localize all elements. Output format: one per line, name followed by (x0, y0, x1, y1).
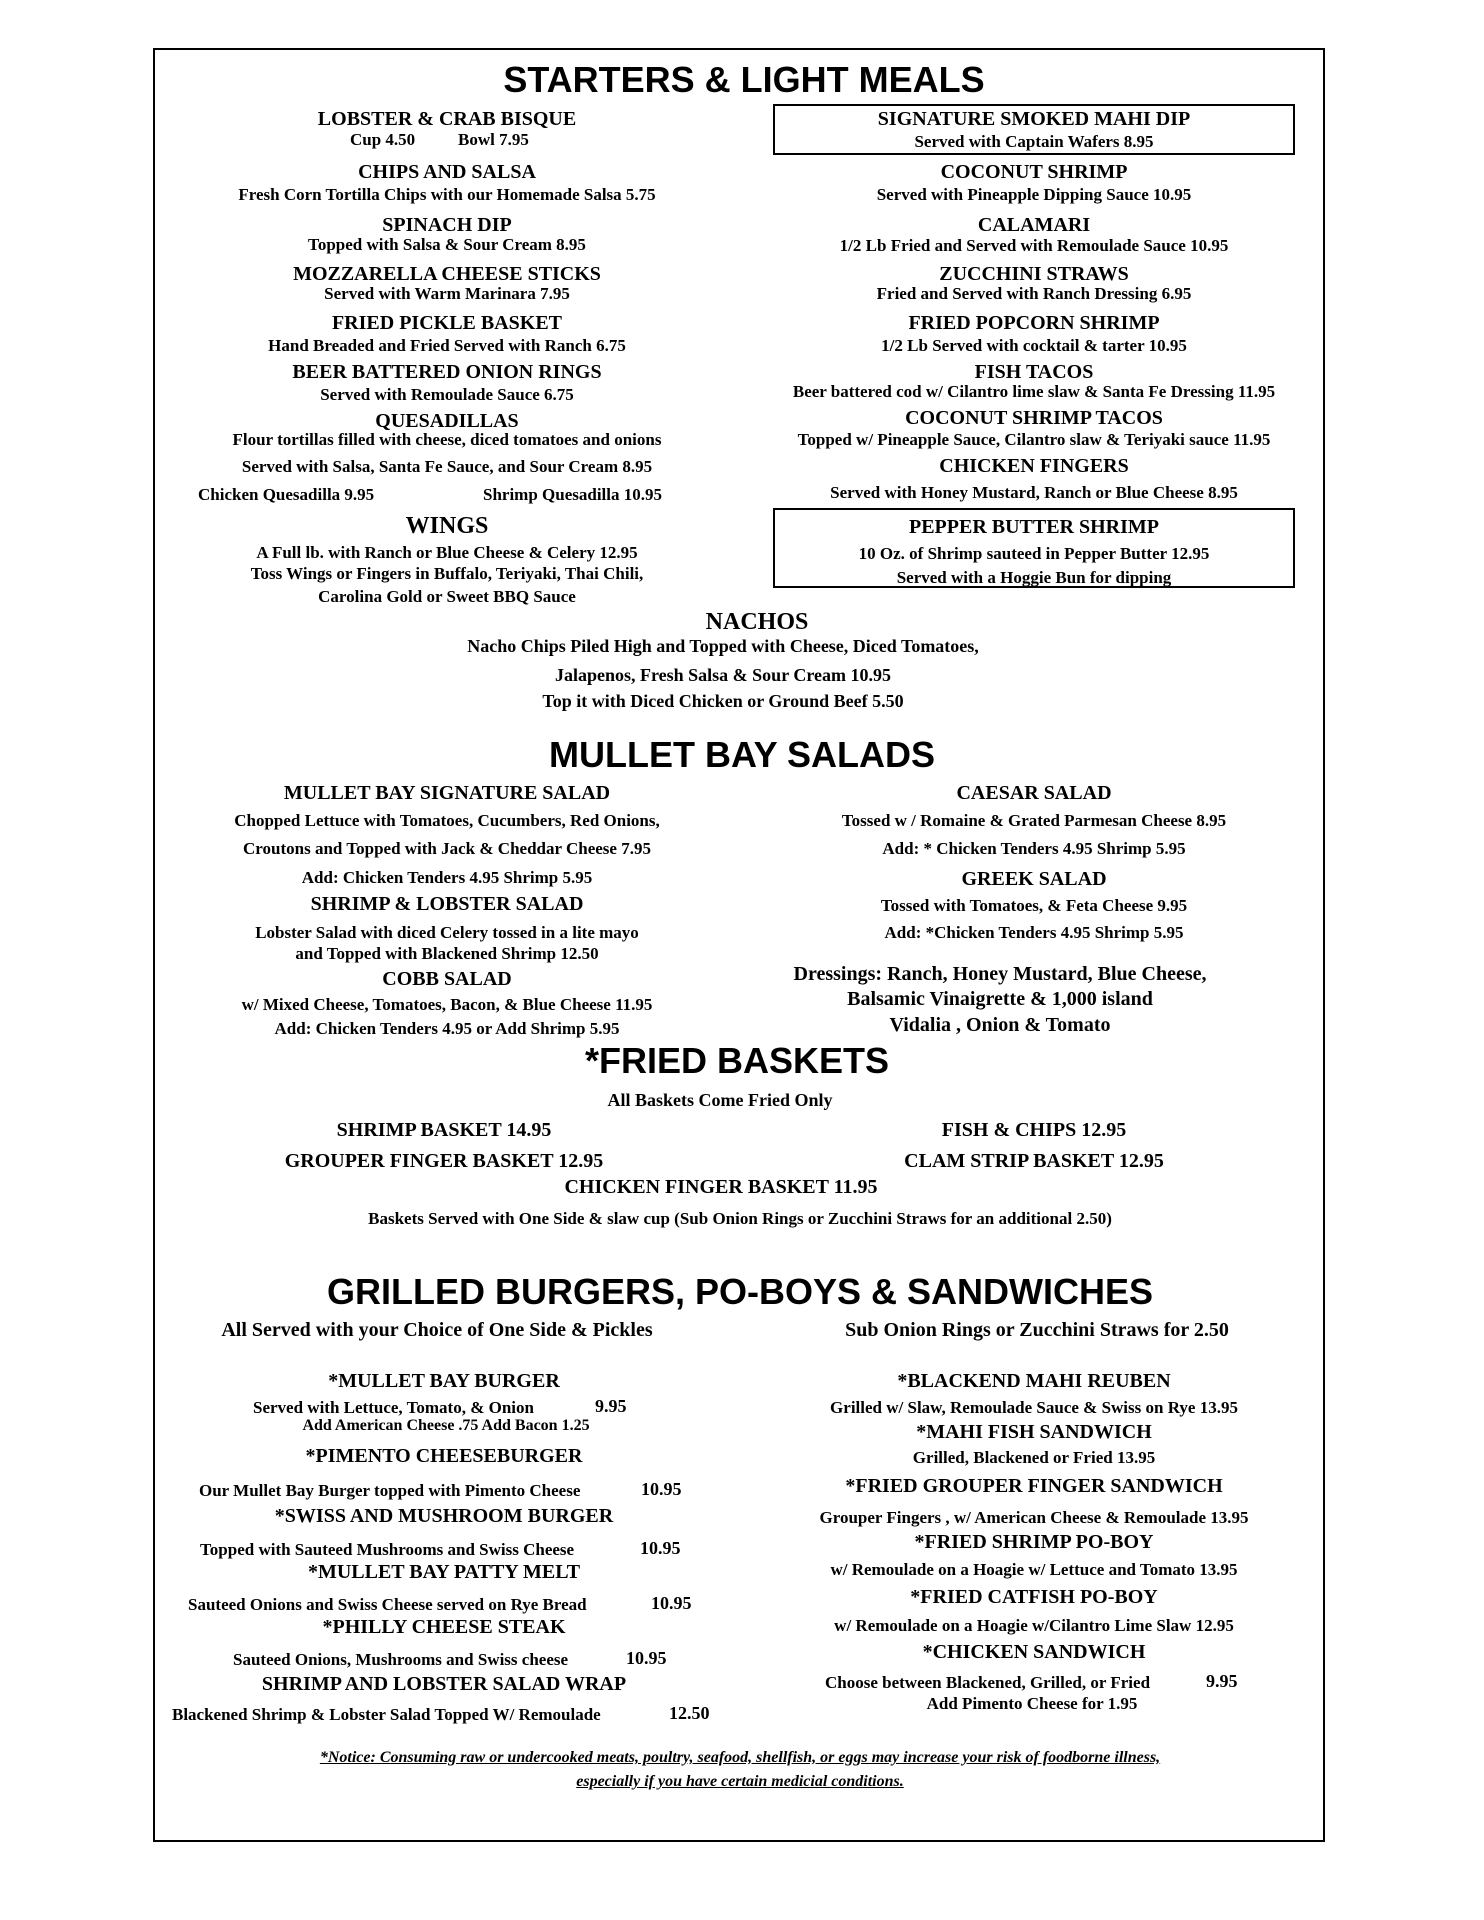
item-price-chicken-quesadilla: Chicken Quesadilla 9.95 (198, 485, 375, 504)
item-price-shrimp-quesadilla: Shrimp Quesadilla 10.95 (483, 485, 663, 504)
item-name-chips-salsa: CHIPS AND SALSA (358, 161, 536, 183)
item-name-nachos: NACHOS (705, 609, 809, 635)
item-desc-mullet-burger: Served with Lettuce, Tomato, & Onion (253, 1398, 534, 1417)
item-desc-wrap: Blackened Shrimp & Lobster Salad Topped W/ Remoulade (172, 1705, 601, 1724)
item-price-patty-melt: 10.95 (651, 1593, 692, 1613)
notice-line-1: *Notice: Consuming raw or undercooked meats, poultry, seafood, shellfish, or eggs may increase your risk of foodborne illness, (319, 1749, 1161, 1766)
item-desc-catfish-poboy: w/ Remoulade on a Hoagie w/Cilantro Lime Slaw 12.95 (834, 1616, 1234, 1635)
item-desc-wings-2: Toss Wings or Fingers in Buffalo, Teriyaki, Thai Chili, (250, 564, 644, 583)
dressings-line-3: Vidalia , Onion & Tomato (889, 1014, 1111, 1036)
item-name-caesar-salad: CAESAR SALAD (956, 782, 1112, 804)
notice-line-2: especially if you have certain medicial conditions. (576, 1773, 904, 1790)
item-desc-pepper-shrimp-1: 10 Oz. of Shrimp sauteed in Pepper Butter 12.95 (858, 544, 1210, 563)
item-add-mullet-burger: Add American Cheese .75 Add Bacon 1.25 (302, 1417, 590, 1434)
item-desc-mahi-reuben: Grilled w/ Slaw, Remoulade Sauce & Swiss on Rye 13.95 (830, 1398, 1238, 1417)
item-desc-pimento-burger: Our Mullet Bay Burger topped with Pimento Cheese (199, 1481, 581, 1500)
item-desc-philly: Sauteed Onions, Mushrooms and Swiss cheese (233, 1650, 569, 1669)
item-desc-mahi-sandwich: Grilled, Blackened or Fried 13.95 (912, 1448, 1156, 1467)
item-desc-chicken-sandwich: Choose between Blackened, Grilled, or Fried (825, 1673, 1151, 1692)
item-name-mahi-sandwich: *MAHI FISH SANDWICH (916, 1421, 1152, 1443)
item-name-swiss-burger: *SWISS AND MUSHROOM BURGER (274, 1505, 614, 1527)
item-name-popcorn-shrimp: FRIED POPCORN SHRIMP (908, 312, 1160, 334)
item-desc-spinach-dip: Topped with Salsa & Sour Cream 8.95 (308, 235, 586, 254)
item-name-spinach-dip: SPINACH DIP (382, 214, 512, 236)
item-desc-mahi-dip: Served with Captain Wafers 8.95 (914, 132, 1154, 151)
item-desc-caesar-salad: Tossed w / Romaine & Grated Parmesan Cheese 8.95 (841, 811, 1227, 830)
item-name-shrimp-lobster-salad: SHRIMP & LOBSTER SALAD (310, 893, 584, 915)
item-name-pepper-shrimp: PEPPER BUTTER SHRIMP (908, 516, 1160, 538)
section-title-burgers: GRILLED BURGERS, PO-BOYS & SANDWICHES (326, 1271, 1154, 1312)
item-name-calamari: CALAMARI (977, 214, 1091, 236)
item-desc-fish-tacos: Beer battered cod w/ Cilantro lime slaw & Santa Fe Dressing 11.95 (792, 382, 1276, 401)
item-name-grouper-sandwich: *FRIED GROUPER FINGER SANDWICH (845, 1475, 1223, 1497)
item-name-lobster-bisque: LOBSTER & CRAB BISQUE (317, 108, 577, 130)
section-title-salads: MULLET BAY SALADS (548, 734, 936, 775)
item-add-chicken-sandwich: Add Pimento Cheese for 1.95 (926, 1694, 1138, 1713)
item-desc-shrimp-lobster-salad-2: and Topped with Blackened Shrimp 12.50 (295, 944, 599, 963)
item-name-pimento-burger: *PIMENTO CHEESEBURGER (305, 1445, 583, 1467)
burgers-subtitle-left: All Served with your Choice of One Side & Pickles (221, 1319, 653, 1341)
item-desc-grouper-sandwich: Grouper Fingers , w/ American Cheese & Remoulade 13.95 (819, 1508, 1249, 1527)
item-price-pimento-burger: 10.95 (641, 1479, 682, 1499)
item-desc-signature-salad-1: Chopped Lettuce with Tomatoes, Cucumbers, Red Onions, (234, 811, 660, 830)
item-desc-chicken-fingers: Served with Honey Mustard, Ranch or Blue Cheese 8.95 (830, 483, 1238, 502)
item-name-onion-rings: BEER BATTERED ONION RINGS (292, 361, 602, 383)
item-name-mozzarella: MOZZARELLA CHEESE STICKS (293, 263, 601, 285)
item-name-wrap: SHRIMP AND LOBSTER SALAD WRAP (261, 1673, 627, 1695)
item-name-fish-tacos: FISH TACOS (974, 361, 1094, 383)
item-desc-greek-salad: Tossed with Tomatoes, & Feta Cheese 9.95 (880, 896, 1188, 915)
item-desc-nachos-2: Jalapenos, Fresh Salsa & Sour Cream 10.95 (554, 665, 892, 685)
item-desc-calamari: 1/2 Lb Fried and Served with Remoulade Sauce 10.95 (839, 236, 1229, 255)
item-add-greek-salad: Add: *Chicken Tenders 4.95 Shrimp 5.95 (884, 923, 1184, 942)
item-name-catfish-poboy: *FRIED CATFISH PO-BOY (910, 1586, 1158, 1608)
item-name-patty-melt: *MULLET BAY PATTY MELT (307, 1561, 581, 1583)
item-grouper-basket: GROUPER FINGER BASKET 12.95 (284, 1150, 604, 1172)
item-clam-basket: CLAM STRIP BASKET 12.95 (904, 1150, 1164, 1172)
item-desc-shrimp-poboy: w/ Remoulade on a Hoagie w/ Lettuce and Tomato 13.95 (830, 1560, 1238, 1579)
item-name-zucchini-straws: ZUCCHINI STRAWS (939, 263, 1129, 285)
item-name-philly: *PHILLY CHEESE STEAK (322, 1616, 566, 1638)
item-chicken-finger-basket: CHICKEN FINGER BASKET 11.95 (564, 1176, 878, 1198)
item-desc-chips-salsa: Fresh Corn Tortilla Chips with our Homemade Salsa 5.75 (238, 185, 656, 204)
baskets-note: Baskets Served with One Side & slaw cup (Sub Onion Rings or Zucchini Straws for an additional 2.50) (368, 1209, 1112, 1228)
dressings-line-1: Dressings: Ranch, Honey Mustard, Blue Cheese, (793, 963, 1207, 985)
item-desc-nachos-1: Nacho Chips Piled High and Topped with Cheese, Diced Tomatoes, (467, 636, 979, 656)
item-price-swiss-burger: 10.95 (640, 1538, 681, 1558)
item-price-mullet-burger: 9.95 (595, 1396, 627, 1416)
item-desc-pepper-shrimp-2: Served with a Hoggie Bun for dipping (896, 568, 1172, 587)
item-name-greek-salad: GREEK SALAD (961, 868, 1107, 890)
baskets-subtitle: All Baskets Come Fried Only (607, 1090, 833, 1110)
item-price-bowl: Bowl 7.95 (458, 130, 529, 149)
item-name-cobb-salad: COBB SALAD (382, 968, 512, 990)
item-desc-nachos-3: Top it with Diced Chicken or Ground Beef 5.50 (542, 691, 904, 711)
item-name-mullet-burger: *MULLET BAY BURGER (328, 1370, 560, 1392)
item-price-chicken-sandwich: 9.95 (1206, 1671, 1238, 1691)
item-desc-onion-rings: Served with Remoulade Sauce 6.75 (320, 385, 574, 404)
item-name-chicken-sandwich: *CHICKEN SANDWICH (922, 1641, 1146, 1663)
item-add-caesar-salad: Add: * Chicken Tenders 4.95 Shrimp 5.95 (882, 839, 1186, 858)
item-desc-coconut-shrimp: Served with Pineapple Dipping Sauce 10.95 (876, 185, 1192, 204)
item-price-philly: 10.95 (626, 1648, 667, 1668)
item-desc-cobb-salad-1: w/ Mixed Cheese, Tomatoes, Bacon, & Blue Cheese 11.95 (241, 995, 653, 1014)
item-name-pickle-basket: FRIED PICKLE BASKET (331, 312, 563, 334)
item-shrimp-basket: SHRIMP BASKET 14.95 (336, 1119, 552, 1141)
item-desc-wings-1: A Full lb. with Ranch or Blue Cheese & Celery 12.95 (256, 543, 638, 562)
item-desc-quesadillas-2: Served with Salsa, Santa Fe Sauce, and Sour Cream 8.95 (241, 457, 653, 476)
item-desc-cobb-salad-2: Add: Chicken Tenders 4.95 or Add Shrimp 5.95 (274, 1019, 620, 1038)
burgers-subtitle-right: Sub Onion Rings or Zucchini Straws for 2.50 (845, 1319, 1229, 1341)
item-name-coconut-shrimp: COCONUT SHRIMP (940, 161, 1128, 183)
item-name-chicken-fingers: CHICKEN FINGERS (939, 455, 1129, 477)
item-name-mahi-reuben: *BLACKEND MAHI REUBEN (897, 1370, 1171, 1392)
item-desc-wings-3: Carolina Gold or Sweet BBQ Sauce (318, 587, 576, 606)
item-desc-swiss-burger: Topped with Sauteed Mushrooms and Swiss Cheese (200, 1540, 575, 1559)
dressings-line-2: Balsamic Vinaigrette & 1,000 island (847, 988, 1153, 1010)
item-desc-mozzarella: Served with Warm Marinara 7.95 (324, 284, 570, 303)
item-desc-patty-melt: Sauteed Onions and Swiss Cheese served on Rye Bread (188, 1595, 587, 1614)
item-desc-zucchini-straws: Fried and Served with Ranch Dressing 6.95 (876, 284, 1192, 303)
item-name-mahi-dip: SIGNATURE SMOKED MAHI DIP (877, 108, 1191, 130)
item-desc-coconut-tacos: Topped w/ Pineapple Sauce, Cilantro slaw & Teriyaki sauce 11.95 (797, 430, 1271, 449)
item-desc-popcorn-shrimp: 1/2 Lb Served with cocktail & tarter 10.95 (881, 336, 1187, 355)
item-fish-chips: FISH & CHIPS 12.95 (941, 1119, 1127, 1141)
item-name-quesadillas: QUESADILLAS (375, 410, 519, 432)
item-desc-shrimp-lobster-salad-1: Lobster Salad with diced Celery tossed in a lite mayo (255, 923, 639, 942)
item-add-signature-salad: Add: Chicken Tenders 4.95 Shrimp 5.95 (301, 868, 593, 887)
item-price-cup: Cup 4.50 (350, 130, 416, 149)
section-title-starters: STARTERS & LIGHT MEALS (503, 59, 985, 100)
item-name-signature-salad: MULLET BAY SIGNATURE SALAD (283, 782, 611, 804)
item-desc-signature-salad-2: Croutons and Topped with Jack & Cheddar Cheese 7.95 (243, 839, 651, 858)
item-desc-pickle-basket: Hand Breaded and Fried Served with Ranch 6.75 (268, 336, 626, 355)
item-price-wrap: 12.50 (669, 1703, 710, 1723)
section-title-baskets: *FRIED BASKETS (584, 1040, 890, 1081)
item-name-shrimp-poboy: *FRIED SHRIMP PO-BOY (914, 1531, 1154, 1553)
item-desc-quesadillas-1: Flour tortillas filled with cheese, diced tomatoes and onions (232, 430, 662, 449)
item-name-coconut-tacos: COCONUT SHRIMP TACOS (905, 407, 1163, 429)
item-name-wings: WINGS (405, 513, 489, 539)
